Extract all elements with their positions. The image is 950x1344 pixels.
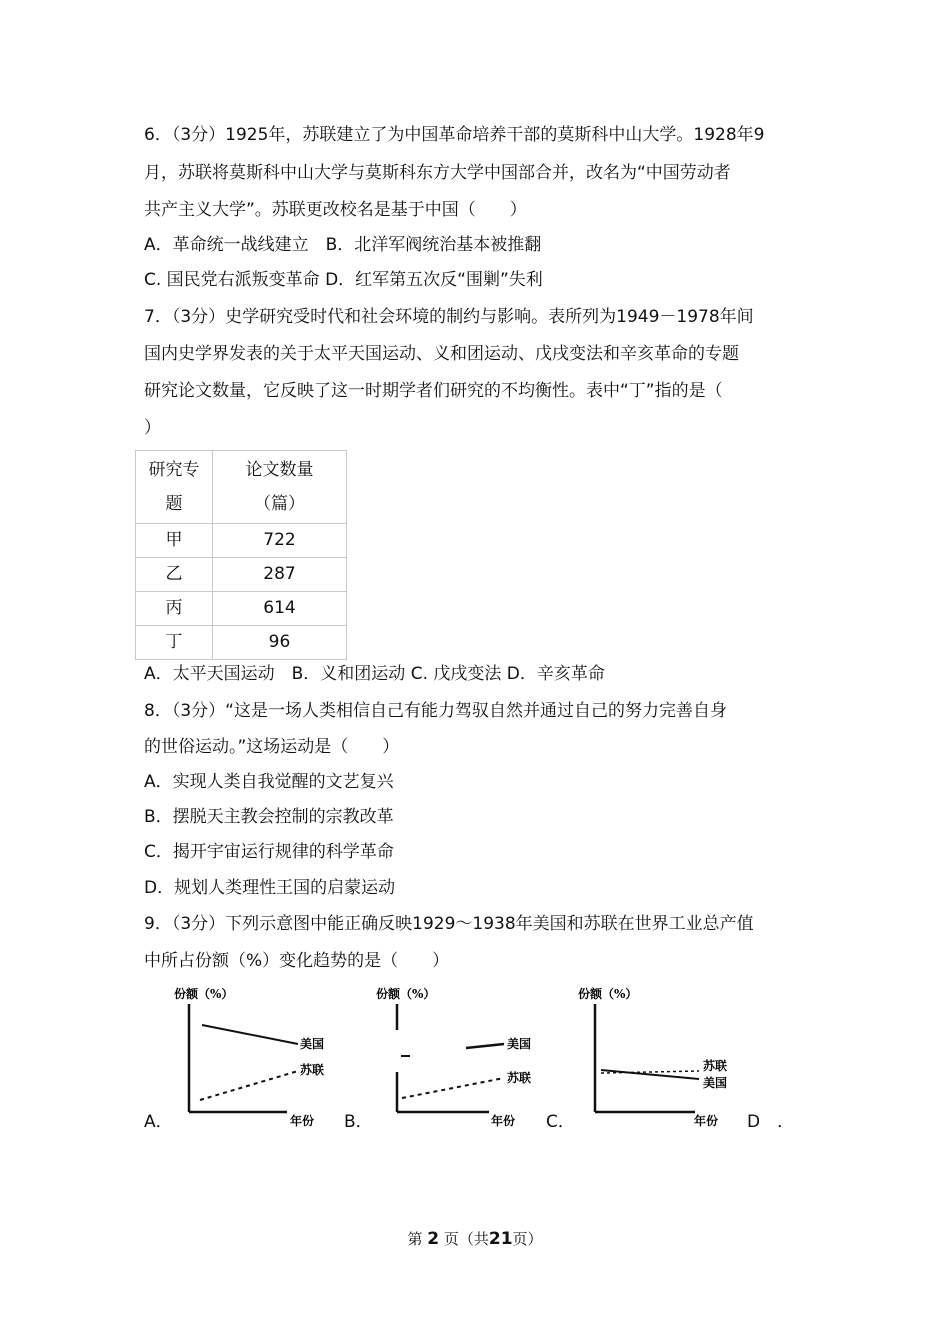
q7-data-table — [135, 450, 347, 660]
table-row: 甲 722 — [136, 524, 347, 558]
q8-option-a: A．实现人类自我觉醒的文艺复兴 — [144, 772, 394, 792]
current-page-number: 2 — [427, 1229, 440, 1249]
chart-a-usa-label: 美国 — [300, 1037, 325, 1051]
q8-stem-line1: 8．（3分）“这是一场人类相信自己有能力驾驭自然并通过自己的努力完善自身 — [144, 701, 727, 721]
table-row: 丙 614 — [136, 592, 347, 626]
chart-b-ylabel: 份额（%） — [376, 987, 436, 1001]
q6-stem-line1: 6．（3分）1925年，苏联建立了为中国革命培养干部的莫斯科中山大学。1928年9 — [144, 125, 765, 145]
total-pages: 21 — [488, 1229, 513, 1249]
q9-stem-line2: 中所占份额（%）变化趋势的是（ ） — [144, 951, 450, 971]
q9-option-c-label: C． — [546, 1112, 575, 1132]
table-header-count: 论文数量 （篇） — [213, 451, 347, 524]
q7-stem-line2: 国内史学界发表的关于太平天国运动、义和团运动、戊戌变法和辛亥革命的专题 — [144, 344, 739, 364]
chart-a-ussr-label: 苏联 — [300, 1063, 325, 1077]
chart-c-ylabel: 份额（%） — [578, 987, 638, 1001]
chart-c-xlabel: 年份 — [694, 1114, 719, 1128]
table-row: 乙 287 — [136, 558, 347, 592]
chart-a-xlabel: 年份 — [290, 1114, 315, 1128]
q8-stem-line2: 的世俗运动。”这场运动是（ ） — [144, 737, 400, 757]
q6-stem-line3: 共产主义大学”。苏联更改校名是基于中国（ ） — [144, 200, 527, 220]
q8-option-c: C．揭开宇宙运行规律的科学革命 — [144, 842, 394, 862]
chart-a-ussr-line — [200, 1071, 298, 1100]
chart-b-usa-label: 美国 — [507, 1037, 532, 1051]
q9-chart-b — [374, 982, 554, 1132]
q9-option-d-label: D ． — [747, 1112, 795, 1132]
chart-b-ussr-line — [402, 1078, 504, 1098]
page-footer: 第 2 页（共21页） — [407, 1229, 543, 1249]
q7-stem-line3: 研究论文数量，它反映了这一时期学者们研究的不均衡性。表中“丁”指的是（ — [144, 381, 723, 401]
q9-chart-c — [577, 982, 757, 1132]
table-row: 丁 96 — [136, 626, 347, 660]
q9-stem-line1: 9．（3分）下列示意图中能正确反映1929～1938年美国和苏联在世界工业总产值 — [144, 914, 754, 934]
q9-option-a-label: A． — [144, 1112, 173, 1132]
table-header-topic: 研究专 题 — [136, 451, 213, 524]
q6-stem-line2: 月，苏联将莫斯科中山大学与莫斯科东方大学中国部合并，改名为“中国劳动者 — [144, 163, 731, 183]
chart-b-xlabel: 年份 — [491, 1114, 516, 1128]
q8-option-d: D．规划人类理性王国的启蒙运动 — [144, 878, 396, 898]
q7-stem-line1: 7．（3分）史学研究受时代和社会环境的制约与影响。表所列为1949－1978年间 — [144, 307, 754, 327]
chart-a-ylabel: 份额（%） — [174, 987, 234, 1001]
q9-chart-a — [172, 982, 352, 1132]
chart-b-ussr-label: 苏联 — [507, 1071, 532, 1085]
chart-a-usa-line — [202, 1025, 298, 1044]
q6-options-cd: C. 国民党右派叛变革命 D．红军第五次反“围剿”失利 — [144, 270, 543, 290]
q9-option-b-label: B． — [344, 1112, 373, 1132]
q6-options-ab: A．革命统一战线建立 B．北洋军阀统治基本被推翻 — [144, 235, 542, 255]
q7-options: A．太平天国运动 B．义和团运动 C. 戊戌变法 D．辛亥革命 — [144, 664, 605, 684]
chart-b-usa-line — [466, 1044, 504, 1048]
q8-option-b: B．摆脱天主教会控制的宗教改革 — [144, 807, 394, 827]
q7-stem-line4: ） — [144, 418, 161, 438]
chart-c-usa-label: 美国 — [703, 1076, 728, 1090]
chart-c-ussr-label: 苏联 — [703, 1059, 728, 1073]
